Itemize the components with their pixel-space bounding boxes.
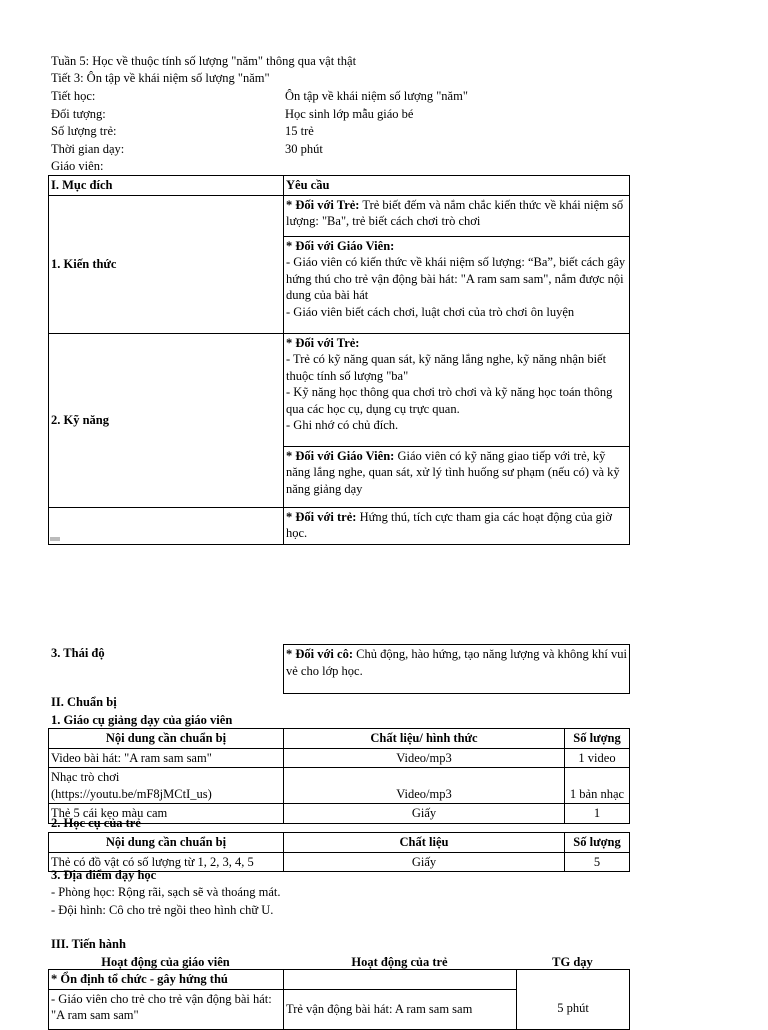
field-value-thoi-gian: 30 phút: [285, 142, 323, 156]
place-line1: - Phòng học: Rộng rãi, sạch sẽ và thoáng mát.: [51, 885, 281, 899]
table-cell: 1 bản nhạc: [565, 768, 630, 804]
knowledge-child-label: * Đối với Trẻ:: [286, 197, 360, 212]
attitude-child-text: Hứng thú, tích cực tham gia các hoạt động của giờ học.: [286, 509, 612, 540]
table-cell: Thẻ 5 cái kẹo màu cam: [49, 804, 284, 824]
procedure-header-time: TG dạy: [552, 955, 593, 969]
page-break-artifact: [50, 537, 60, 541]
week-title: Tuần 5: Học về thuộc tính số lượng "năm" thông qua vật thật: [51, 54, 357, 68]
table-cell: Video bài hát: "A ram sam sam": [49, 748, 284, 768]
skills-teacher-cell: [284, 446, 630, 507]
teacher-materials-table: [48, 728, 630, 824]
table-row: [49, 768, 630, 804]
teacher-materials-title: 1. Giáo cụ giảng dạy của giáo viên: [51, 713, 233, 727]
lesson-title: Tiết 3: Ôn tập về khái niệm số lượng "năm": [51, 71, 270, 85]
skills-child-line1: - Trẻ có kỹ năng quan sát, kỹ năng lắng nghe, kỹ năng nhận biết thuộc tính số lượng "ba": [286, 352, 607, 383]
skills-teacher-text: Giáo viên có kỹ năng giao tiếp với trẻ, kỹ năng lắng nghe, quan sát, xử lý tình huống sư phạm (nếu có) và kỹ năng giảng dạy: [286, 448, 620, 496]
knowledge-teacher-label: * Đối với Giáo Viên:: [286, 238, 395, 253]
procedure-subhead: * Ổn định tổ chức - gây hứng thú: [49, 970, 284, 990]
procedure-header-child: Hoạt động của trẻ: [351, 955, 448, 969]
attitude-teacher-label: * Đối với cô:: [286, 647, 353, 661]
tm-header-quantity: Số lượng: [565, 729, 630, 749]
procedure-child-activity: Trẻ vận động bài hát: A ram sam sam: [284, 989, 517, 1029]
place-title: 3. Địa điểm dạy học: [51, 868, 157, 882]
objective-knowledge: 1. Kiến thức: [49, 195, 284, 333]
child-materials-title: 2. Học cụ của trẻ: [51, 816, 141, 830]
skills-child-cell: [284, 333, 630, 446]
knowledge-child-text: Trẻ biết đếm và nắm chắc kiến thức về khái niệm số lượng: "Ba", trẻ biết cách chơi trò chơi: [286, 197, 624, 228]
table-cell: Giấy: [284, 852, 565, 872]
field-value-tiet-hoc: Ôn tập về khái niệm số lượng "năm": [285, 89, 468, 103]
field-label-so-luong-tre: Số lượng trẻ:: [51, 124, 117, 138]
field-label-tiet-hoc: Tiết học:: [51, 89, 96, 103]
cm-header-material: Chất liệu: [284, 833, 565, 853]
attitude-cut-cell: [49, 507, 284, 544]
table-cell: 5: [565, 852, 630, 872]
procedure-header-teacher: Hoạt động của giáo viên: [101, 955, 230, 969]
skills-child-line2: - Kỹ năng học thông qua chơi trò chơi và kỹ năng học toán thông qua các học cụ, dụng cụ trực quan.: [286, 385, 613, 416]
cm-header-content: Nội dung cần chuẩn bị: [49, 833, 284, 853]
objective-skills: 2. Kỹ năng: [49, 333, 284, 507]
child-materials-table: [48, 832, 630, 872]
field-value-doi-tuong: Học sinh lớp mẫu giáo bé: [285, 107, 414, 121]
procedure-table: [48, 969, 630, 1030]
procedure-time: 5 phút: [517, 970, 630, 1030]
tm-header-material: Chất liệu/ hình thức: [284, 729, 565, 749]
knowledge-child-cell: [284, 195, 630, 236]
table-cell: Giấy: [284, 804, 565, 824]
table-cell: Nhạc trò chơi (https://youtu.be/mF8jMCtI_us): [49, 768, 284, 804]
attitude-teacher-text: Chủ động, hào hứng, tạo năng lượng và không khí vui vẻ cho lớp học.: [286, 647, 627, 678]
field-label-doi-tuong: Đối tượng:: [51, 107, 106, 121]
field-label-thoi-gian: Thời gian dạy:: [51, 142, 125, 156]
section2-title: II. Chuẩn bị: [51, 695, 117, 709]
table-row: [49, 748, 630, 768]
tm-header-content: Nội dung cần chuẩn bị: [49, 729, 284, 749]
attitude-table: [283, 644, 630, 694]
knowledge-teacher-cell: [284, 236, 630, 333]
knowledge-teacher-line1: - Giáo viên có kiến thức về khái niệm số lượng: “Ba”, biết cách gây hứng thú cho trẻ vận động bài hát: "A ram sam sam", nắm được nội dung của bài hát: [286, 255, 626, 302]
table-cell: [284, 970, 517, 990]
skills-child-line3: - Ghi nhớ có chủ đích.: [286, 418, 399, 432]
objective-attitude: 3. Thái độ: [51, 646, 105, 660]
table-cell: Thẻ có đồ vật có số lượng từ 1, 2, 3, 4, 5: [49, 852, 284, 872]
table-cell: Video/mp3: [284, 748, 565, 768]
knowledge-teacher-line2: - Giáo viên biết cách chơi, luật chơi của trò chơi ôn luyện: [286, 304, 575, 319]
skills-teacher-label: * Đối với Giáo Viên:: [286, 448, 395, 463]
place-line2: - Đội hình: Cô cho trẻ ngồi theo hình chữ U.: [51, 903, 274, 917]
cm-header-quantity: Số lượng: [565, 833, 630, 853]
section3-title: III. Tiến hành: [51, 937, 126, 951]
attitude-child-cell: [284, 507, 630, 544]
objectives-header-requirement: Yêu cầu: [284, 176, 630, 196]
attitude-child-label: * Đối với trẻ:: [286, 509, 357, 524]
procedure-teacher-activity: - Giáo viên cho trẻ cho trẻ vận động bài hát: "A ram sam sam": [49, 989, 284, 1029]
table-cell: 1: [565, 804, 630, 824]
objectives-header-purpose: I. Mục đích: [49, 176, 284, 196]
field-label-giao-vien: Giáo viên:: [51, 159, 104, 173]
attitude-teacher-cell: [284, 645, 630, 694]
objectives-table: [48, 175, 630, 545]
table-cell: 1 video: [565, 748, 630, 768]
field-value-so-luong-tre: 15 trẻ: [285, 124, 314, 138]
skills-child-label: * Đối với Trẻ:: [286, 335, 360, 350]
table-cell: Video/mp3: [284, 768, 565, 804]
